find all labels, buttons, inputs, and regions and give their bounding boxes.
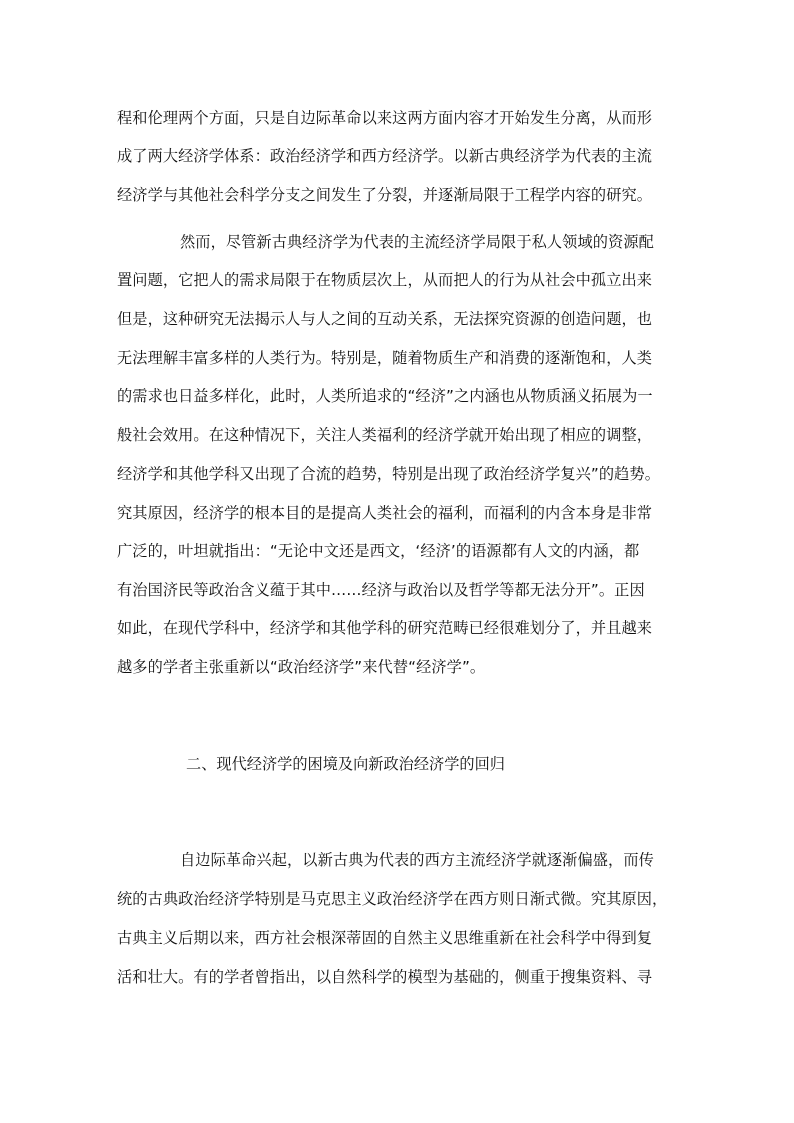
paragraph-2-line-6: 般社会效用。在这种情况下，关注人类福利的经济学就开始出现了相应的调整， [117,426,653,444]
paragraph-2-line-8: 究其原因，经济学的根本目的是提高人类社会的福利，而福利的内含本身是非常 [117,504,653,522]
paragraph-2-line-9: 广泛的，叶坦就指出：“无论中文还是西文，‘经济’的语源都有人文的内涵，都 [117,542,640,560]
paragraph-1-line-3: 经济学与其他社会科学分支之间发生了分裂，并逐渐局限于工程学内容的研究。 [117,186,653,204]
paragraph-2-line-12: 越多的学者主张重新以“政治经济学”来代替“经济学”。 [117,658,486,676]
paragraph-3-line-2: 统的古典政治经济学特别是马克思主义政治经济学在西方则日渐式微。究其原因， [117,890,668,908]
paragraph-2-line-5: 的需求也日益多样化，此时，人类所追求的“经济”之内涵也从物质涵义拓展为一 [117,387,653,405]
paragraph-1-line-2: 成了两大经济学体系：政治经济学和西方经济学。以新古典经济学为代表的主流 [117,147,653,165]
paragraph-3-line-3: 古典主义后期以来，西方社会根深蒂固的自然主义思维重新在社会科学中得到复 [117,929,653,947]
paragraph-1-line-1: 程和伦理两个方面，只是自边际革命以来这两方面内容才开始发生分离，从而形 [117,109,653,127]
paragraph-2-line-1: 然而，尽管新古典经济学为代表的主流经济学局限于私人领域的资源配 [180,233,654,251]
paragraph-2-line-10: 有治国济民等政治含义蕴于其中……经济与政治以及哲学等都无法分开”。正因 [117,581,645,599]
paragraph-2-line-3: 但是，这种研究无法揭示人与人之间的互动关系，无法探究资源的创造问题，也 [117,310,653,328]
paragraph-3-line-1: 自边际革命兴起，以新古典为代表的西方主流经济学就逐渐偏盛，而传 [180,851,654,869]
paragraph-2-line-7: 经济学和其他学科又出现了合流的趋势，特别是出现了政治经济学复兴”的趋势。 [117,465,661,483]
paragraph-3-line-4: 活和壮大。有的学者曾指出，以自然科学的模型为基础的，侧重于搜集资料、寻 [117,968,653,986]
paragraph-2-line-4: 无法理解丰富多样的人类行为。特别是，随着物质生产和消费的逐渐饱和，人类 [117,349,653,367]
paragraph-2-line-11: 如此，在现代学科中，经济学和其他学科的研究范畴已经很难划分了，并且越来 [117,619,653,637]
section-heading: 二、现代经济学的困境及向新政治经济学的回归 [186,755,505,773]
paragraph-2-line-2: 置问题，它把人的需求局限于在物质层次上，从而把人的行为从社会中孤立出来 [117,271,653,289]
